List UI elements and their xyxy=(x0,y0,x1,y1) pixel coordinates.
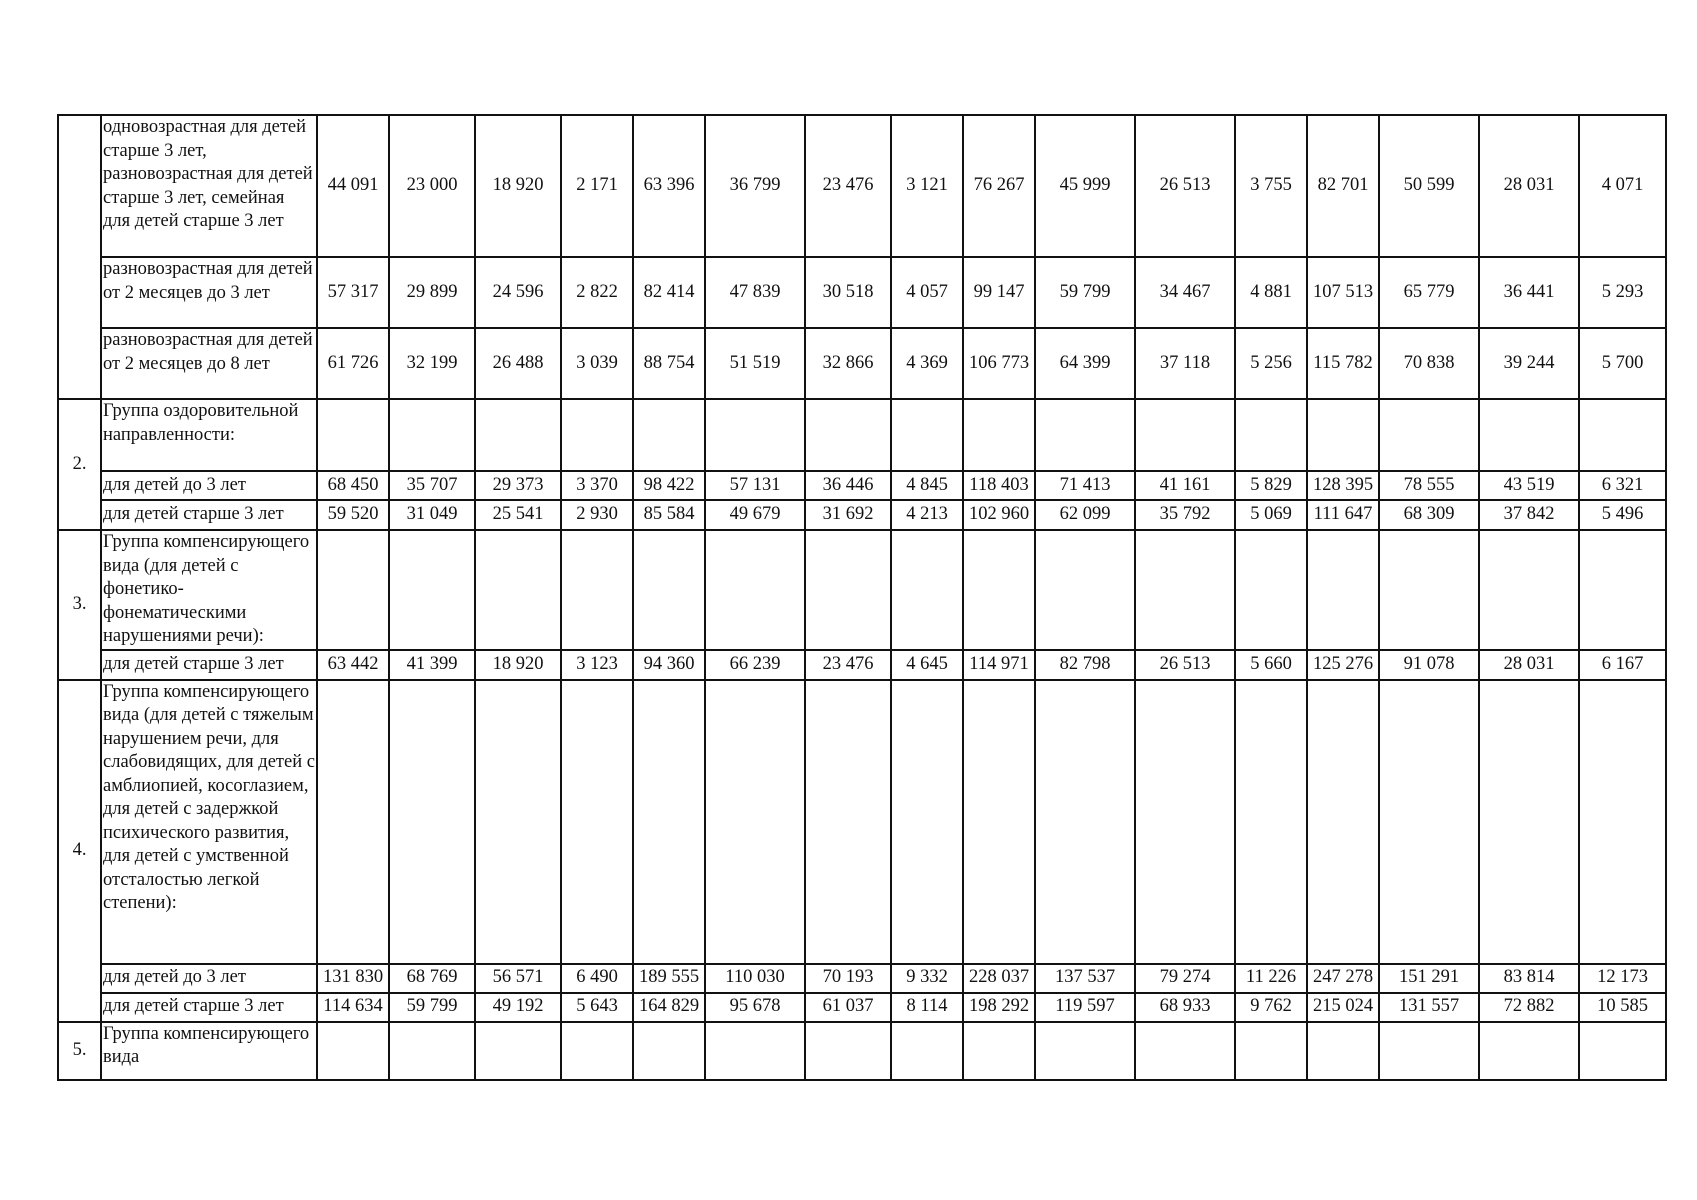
value-cell: 3 123 xyxy=(561,650,633,680)
value-cell: 35 792 xyxy=(1135,500,1235,530)
value-cell: 5 660 xyxy=(1235,650,1307,680)
value-cell: 3 121 xyxy=(891,115,963,257)
value-cell xyxy=(1235,680,1307,964)
value-cell: 23 476 xyxy=(805,650,891,680)
value-cell: 91 078 xyxy=(1379,650,1479,680)
value-cell xyxy=(317,530,389,650)
value-cell: 88 754 xyxy=(633,328,705,399)
row-label: для детей до 3 лет xyxy=(101,964,317,993)
table-row xyxy=(58,328,1666,399)
value-cell xyxy=(1379,1022,1479,1080)
value-cell: 9 332 xyxy=(891,964,963,993)
value-cell xyxy=(317,680,389,964)
value-cell: 26 513 xyxy=(1135,115,1235,257)
table-row xyxy=(58,993,1666,1022)
row-index: 2. xyxy=(58,399,101,530)
value-cell: 29 899 xyxy=(389,257,475,328)
value-cell xyxy=(1379,680,1479,964)
value-cell xyxy=(705,399,805,471)
table-row xyxy=(58,650,1666,680)
value-cell xyxy=(475,680,561,964)
value-cell xyxy=(633,399,705,471)
value-cell: 18 920 xyxy=(475,115,561,257)
value-cell: 28 031 xyxy=(1479,650,1579,680)
value-cell: 57 317 xyxy=(317,257,389,328)
value-cell: 95 678 xyxy=(705,993,805,1022)
value-cell xyxy=(561,399,633,471)
value-cell: 49 679 xyxy=(705,500,805,530)
table-row xyxy=(58,399,1666,471)
value-cell xyxy=(475,530,561,650)
value-cell: 31 692 xyxy=(805,500,891,530)
value-cell: 59 520 xyxy=(317,500,389,530)
value-cell: 78 555 xyxy=(1379,471,1479,500)
value-cell: 94 360 xyxy=(633,650,705,680)
value-cell xyxy=(891,680,963,964)
value-cell xyxy=(1035,530,1135,650)
value-cell: 5 496 xyxy=(1579,500,1666,530)
row-label: для детей до 3 лет xyxy=(101,471,317,500)
value-cell: 51 519 xyxy=(705,328,805,399)
value-cell xyxy=(963,680,1035,964)
value-cell: 18 920 xyxy=(475,650,561,680)
table-row xyxy=(58,500,1666,530)
value-cell: 11 226 xyxy=(1235,964,1307,993)
row-label: для детей старше 3 лет xyxy=(101,500,317,530)
value-cell xyxy=(705,530,805,650)
value-cell xyxy=(475,1022,561,1080)
value-cell: 29 373 xyxy=(475,471,561,500)
value-cell: 125 276 xyxy=(1307,650,1379,680)
value-cell xyxy=(1479,1022,1579,1080)
value-cell: 2 822 xyxy=(561,257,633,328)
value-cell: 49 192 xyxy=(475,993,561,1022)
value-cell: 128 395 xyxy=(1307,471,1379,500)
value-cell: 34 467 xyxy=(1135,257,1235,328)
value-cell: 70 193 xyxy=(805,964,891,993)
value-cell: 37 118 xyxy=(1135,328,1235,399)
value-cell: 85 584 xyxy=(633,500,705,530)
value-cell: 4 213 xyxy=(891,500,963,530)
row-label: Группа компенсирующего вида (для детей с фонетико-фонематическими нарушениями речи): xyxy=(101,530,317,650)
value-cell xyxy=(1135,680,1235,964)
value-cell: 114 971 xyxy=(963,650,1035,680)
value-cell xyxy=(633,680,705,964)
value-cell xyxy=(805,399,891,471)
row-label: Группа компенсирующего вида (для детей с тяжелым нарушением речи, для слабовидящих, для детей с амблиопией, косоглазием, для детей с задержкой психического развития, для детей с умственной отсталостью легкой степени): xyxy=(101,680,317,964)
value-cell: 66 239 xyxy=(705,650,805,680)
value-cell: 68 769 xyxy=(389,964,475,993)
value-cell: 3 755 xyxy=(1235,115,1307,257)
value-cell: 59 799 xyxy=(1035,257,1135,328)
value-cell: 4 057 xyxy=(891,257,963,328)
value-cell: 59 799 xyxy=(389,993,475,1022)
value-cell xyxy=(891,399,963,471)
value-cell xyxy=(963,530,1035,650)
value-cell: 189 555 xyxy=(633,964,705,993)
value-cell: 70 838 xyxy=(1379,328,1479,399)
value-cell: 5 256 xyxy=(1235,328,1307,399)
table-body xyxy=(58,115,1666,1080)
value-cell: 107 513 xyxy=(1307,257,1379,328)
value-cell: 6 321 xyxy=(1579,471,1666,500)
value-cell: 64 399 xyxy=(1035,328,1135,399)
value-cell: 36 446 xyxy=(805,471,891,500)
value-cell xyxy=(633,1022,705,1080)
value-cell xyxy=(1579,399,1666,471)
value-cell xyxy=(1379,399,1479,471)
value-cell xyxy=(389,680,475,964)
value-cell: 5 643 xyxy=(561,993,633,1022)
value-cell: 26 488 xyxy=(475,328,561,399)
value-cell xyxy=(1135,399,1235,471)
value-cell: 25 541 xyxy=(475,500,561,530)
value-cell xyxy=(963,1022,1035,1080)
value-cell: 106 773 xyxy=(963,328,1035,399)
value-cell: 114 634 xyxy=(317,993,389,1022)
value-cell xyxy=(1035,399,1135,471)
value-cell: 164 829 xyxy=(633,993,705,1022)
value-cell xyxy=(805,680,891,964)
value-cell xyxy=(389,530,475,650)
row-index: 4. xyxy=(58,680,101,1022)
value-cell xyxy=(475,399,561,471)
value-cell: 44 091 xyxy=(317,115,389,257)
row-label: Группа оздоровительной направленности: xyxy=(101,399,317,471)
value-cell: 4 645 xyxy=(891,650,963,680)
row-index: 5. xyxy=(58,1022,101,1080)
value-cell: 4 071 xyxy=(1579,115,1666,257)
row-index: 3. xyxy=(58,530,101,680)
value-cell: 99 147 xyxy=(963,257,1035,328)
value-cell: 6 167 xyxy=(1579,650,1666,680)
table-row xyxy=(58,680,1666,964)
value-cell: 28 031 xyxy=(1479,115,1579,257)
value-cell: 3 039 xyxy=(561,328,633,399)
table-row xyxy=(58,115,1666,257)
value-cell: 2 930 xyxy=(561,500,633,530)
value-cell: 82 701 xyxy=(1307,115,1379,257)
value-cell xyxy=(891,530,963,650)
value-cell: 83 814 xyxy=(1479,964,1579,993)
value-cell: 131 557 xyxy=(1379,993,1479,1022)
value-cell: 47 839 xyxy=(705,257,805,328)
value-cell: 41 399 xyxy=(389,650,475,680)
value-cell xyxy=(1235,1022,1307,1080)
value-cell: 137 537 xyxy=(1035,964,1135,993)
value-cell: 32 199 xyxy=(389,328,475,399)
value-cell xyxy=(389,1022,475,1080)
value-cell: 3 370 xyxy=(561,471,633,500)
table-row xyxy=(58,257,1666,328)
value-cell: 111 647 xyxy=(1307,500,1379,530)
value-cell: 61 726 xyxy=(317,328,389,399)
value-cell: 36 441 xyxy=(1479,257,1579,328)
table-row xyxy=(58,530,1666,650)
value-cell: 26 513 xyxy=(1135,650,1235,680)
value-cell: 57 131 xyxy=(705,471,805,500)
table-row xyxy=(58,1022,1666,1080)
row-index xyxy=(58,115,101,399)
value-cell: 71 413 xyxy=(1035,471,1135,500)
value-cell: 9 762 xyxy=(1235,993,1307,1022)
value-cell xyxy=(1479,530,1579,650)
value-cell: 23 476 xyxy=(805,115,891,257)
value-cell: 12 173 xyxy=(1579,964,1666,993)
value-cell: 4 881 xyxy=(1235,257,1307,328)
value-cell: 6 490 xyxy=(561,964,633,993)
value-cell: 30 518 xyxy=(805,257,891,328)
value-cell: 151 291 xyxy=(1379,964,1479,993)
value-cell xyxy=(1235,399,1307,471)
value-cell: 43 519 xyxy=(1479,471,1579,500)
value-cell xyxy=(1379,530,1479,650)
value-cell: 102 960 xyxy=(963,500,1035,530)
value-cell xyxy=(1579,530,1666,650)
value-cell: 10 585 xyxy=(1579,993,1666,1022)
value-cell xyxy=(317,399,389,471)
value-cell: 41 161 xyxy=(1135,471,1235,500)
value-cell: 110 030 xyxy=(705,964,805,993)
value-cell: 82 414 xyxy=(633,257,705,328)
value-cell: 2 171 xyxy=(561,115,633,257)
value-cell xyxy=(633,530,705,650)
value-cell xyxy=(1235,530,1307,650)
value-cell: 23 000 xyxy=(389,115,475,257)
value-cell: 215 024 xyxy=(1307,993,1379,1022)
value-cell xyxy=(1579,1022,1666,1080)
value-cell xyxy=(705,1022,805,1080)
value-cell: 247 278 xyxy=(1307,964,1379,993)
value-cell: 35 707 xyxy=(389,471,475,500)
value-cell xyxy=(1035,1022,1135,1080)
value-cell xyxy=(1579,680,1666,964)
value-cell xyxy=(963,399,1035,471)
value-cell: 76 267 xyxy=(963,115,1035,257)
value-cell xyxy=(1135,530,1235,650)
value-cell: 63 442 xyxy=(317,650,389,680)
value-cell xyxy=(1307,399,1379,471)
value-cell xyxy=(1307,680,1379,964)
value-cell: 31 049 xyxy=(389,500,475,530)
value-cell xyxy=(1135,1022,1235,1080)
value-cell: 118 403 xyxy=(963,471,1035,500)
row-label: Группа компенсирующего вида xyxy=(101,1022,317,1080)
value-cell: 5 069 xyxy=(1235,500,1307,530)
value-cell: 37 842 xyxy=(1479,500,1579,530)
value-cell xyxy=(1479,399,1579,471)
value-cell: 5 700 xyxy=(1579,328,1666,399)
value-cell xyxy=(1307,1022,1379,1080)
value-cell xyxy=(1479,680,1579,964)
row-label: одновозрастная для детей старше 3 лет, разновозрастная для детей старше 3 лет, семейная для детей старше 3 лет xyxy=(101,115,317,257)
value-cell: 50 599 xyxy=(1379,115,1479,257)
tariff-table xyxy=(57,114,1667,1081)
value-cell: 39 244 xyxy=(1479,328,1579,399)
value-cell: 131 830 xyxy=(317,964,389,993)
value-cell xyxy=(891,1022,963,1080)
value-cell: 198 292 xyxy=(963,993,1035,1022)
value-cell xyxy=(1035,680,1135,964)
value-cell: 32 866 xyxy=(805,328,891,399)
value-cell xyxy=(561,680,633,964)
value-cell xyxy=(317,1022,389,1080)
value-cell xyxy=(561,530,633,650)
row-label: для детей старше 3 лет xyxy=(101,993,317,1022)
row-label: разновозрастная для детей от 2 месяцев до 8 лет xyxy=(101,328,317,399)
value-cell xyxy=(805,1022,891,1080)
value-cell: 119 597 xyxy=(1035,993,1135,1022)
row-label: для детей старше 3 лет xyxy=(101,650,317,680)
value-cell: 4 845 xyxy=(891,471,963,500)
value-cell: 8 114 xyxy=(891,993,963,1022)
value-cell: 63 396 xyxy=(633,115,705,257)
value-cell: 56 571 xyxy=(475,964,561,993)
value-cell xyxy=(1307,530,1379,650)
row-label: разновозрастная для детей от 2 месяцев до 3 лет xyxy=(101,257,317,328)
value-cell xyxy=(805,530,891,650)
value-cell: 79 274 xyxy=(1135,964,1235,993)
value-cell: 68 309 xyxy=(1379,500,1479,530)
value-cell: 228 037 xyxy=(963,964,1035,993)
value-cell: 82 798 xyxy=(1035,650,1135,680)
value-cell: 24 596 xyxy=(475,257,561,328)
value-cell: 5 829 xyxy=(1235,471,1307,500)
value-cell: 61 037 xyxy=(805,993,891,1022)
value-cell: 72 882 xyxy=(1479,993,1579,1022)
value-cell: 68 933 xyxy=(1135,993,1235,1022)
table-row xyxy=(58,964,1666,993)
value-cell: 98 422 xyxy=(633,471,705,500)
value-cell: 4 369 xyxy=(891,328,963,399)
value-cell: 62 099 xyxy=(1035,500,1135,530)
table-row xyxy=(58,471,1666,500)
value-cell: 68 450 xyxy=(317,471,389,500)
value-cell xyxy=(389,399,475,471)
value-cell: 45 999 xyxy=(1035,115,1135,257)
value-cell xyxy=(705,680,805,964)
value-cell: 115 782 xyxy=(1307,328,1379,399)
value-cell: 36 799 xyxy=(705,115,805,257)
value-cell xyxy=(561,1022,633,1080)
value-cell: 5 293 xyxy=(1579,257,1666,328)
value-cell: 65 779 xyxy=(1379,257,1479,328)
